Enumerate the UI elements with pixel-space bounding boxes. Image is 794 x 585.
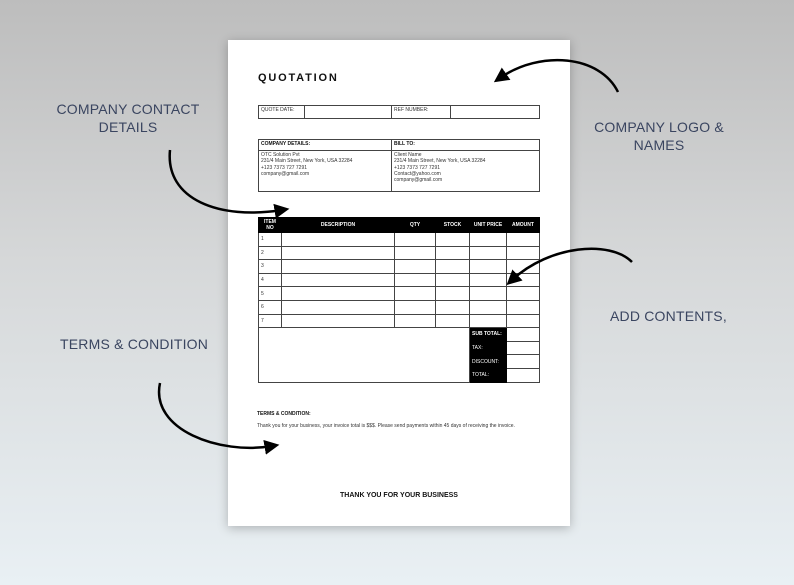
company-line: 231/4 Main Street, New York, USA 32284 — [261, 158, 353, 165]
item-number: 2 — [259, 246, 282, 260]
bill-line: company@gmail.com — [394, 177, 443, 184]
item-number: 3 — [259, 260, 282, 274]
summary-label: SUB TOTAL: — [470, 328, 507, 342]
bill-line: Client Name — [394, 152, 422, 158]
annotation-add-contents: ADD CONTENTS, — [610, 308, 727, 324]
company-details-header: COMPANY DETAILS: — [259, 140, 392, 151]
arrow-contents-icon — [512, 249, 632, 280]
col-item-no: ITEM NO — [259, 218, 282, 233]
annotation-line: DETAILS — [98, 119, 158, 135]
terms-heading: TERMS & CONDITION: — [257, 411, 311, 417]
annotation-line: COMPANY LOGO & — [594, 119, 724, 135]
bill-line: 231/4 Main Street, New York, USA 32284 — [394, 158, 486, 165]
arrow-terms-icon — [159, 383, 272, 448]
item-number: 5 — [259, 287, 282, 301]
ref-number-label: REF NUMBER: — [392, 106, 451, 119]
quote-date-label: QUOTE DATE: — [259, 106, 305, 119]
arrow-contact-icon — [170, 150, 282, 213]
annotation-line: COMPANY CONTACT — [56, 101, 200, 117]
col-unit-price: UNIT PRICE — [470, 218, 507, 233]
summary-label: TAX: — [470, 341, 507, 355]
item-number: 1 — [259, 233, 282, 247]
company-line: company@gmail.com — [261, 170, 310, 177]
col-description: DESCRIPTION — [282, 218, 395, 233]
col-amount: AMOUNT — [507, 218, 540, 233]
bill-line: +123 7373 727 7291 — [394, 164, 441, 171]
arrow-logo-icon — [500, 60, 618, 92]
terms-text: Thank you for your business, your invoice total is $$$. Please send payments within 45 days of receiving the invoice. — [257, 423, 515, 429]
summary-label: TOTAL: — [470, 368, 507, 382]
col-stock: STOCK — [436, 218, 470, 233]
item-number: 7 — [259, 314, 282, 328]
summary-label: DISCOUNT: — [470, 355, 507, 369]
company-line: +123 7373 727 7291 — [261, 164, 308, 171]
bill-line: Contact@yahoo.com — [394, 170, 441, 177]
bill-to-header: BILL TO: — [392, 140, 540, 151]
item-number: 4 — [259, 273, 282, 287]
item-number: 6 — [259, 300, 282, 314]
col-qty: QTY — [395, 218, 436, 233]
document-title: QUOTATION — [258, 72, 339, 84]
annotation-terms: TERMS & CONDITION — [60, 336, 209, 352]
footer-thanks: THANK YOU FOR YOUR BUSINESS — [340, 492, 458, 499]
annotation-line: NAMES — [633, 137, 685, 153]
company-line: OTC Solution Pvt — [261, 152, 300, 158]
